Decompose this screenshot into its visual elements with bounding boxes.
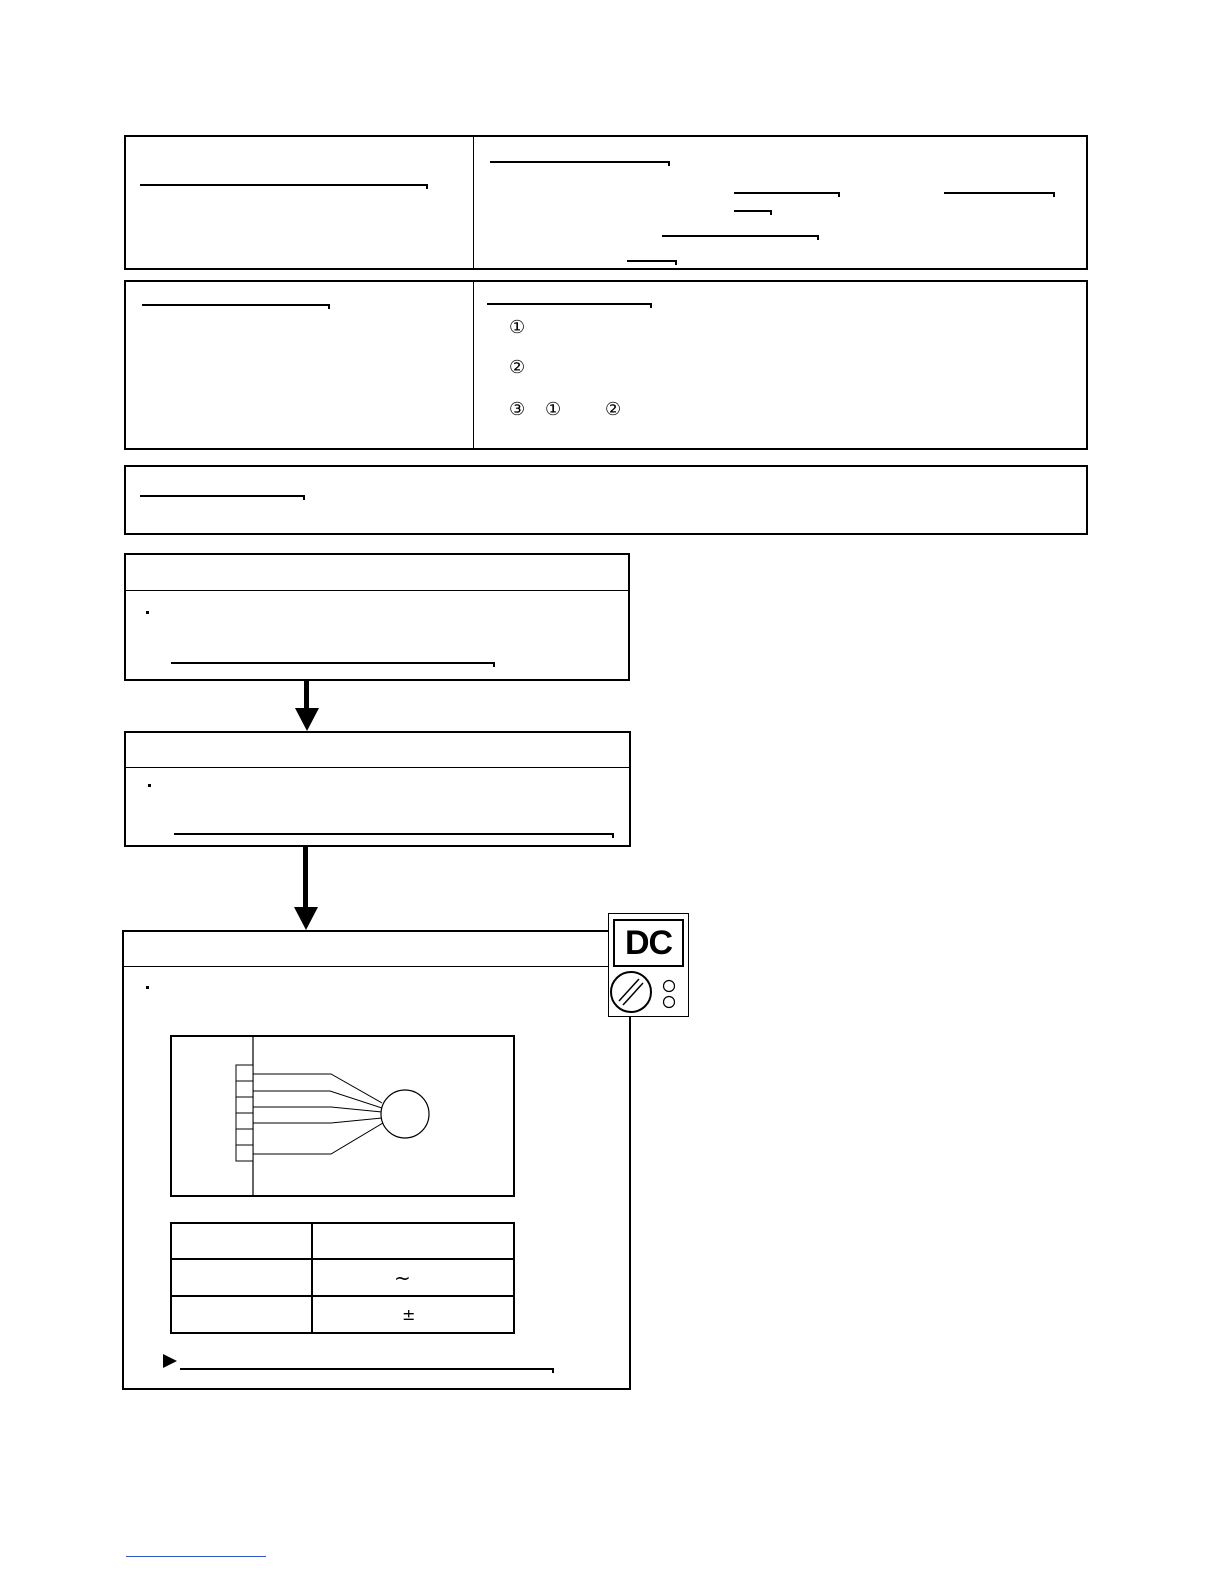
motor-circle xyxy=(381,1090,429,1138)
underlined-heading xyxy=(142,304,328,306)
table-cell-tolerance-symbol: ± xyxy=(402,1305,416,1324)
step-marker-2: ② xyxy=(509,357,526,378)
dc-label: DC xyxy=(624,924,673,962)
panel-divider xyxy=(473,137,474,268)
panel-divider xyxy=(473,282,474,448)
info-panel-steps xyxy=(124,280,1088,450)
table-cell-range-symbol: ~ xyxy=(394,1266,411,1290)
connector-wiring-diagram xyxy=(170,1035,516,1199)
underlined-term xyxy=(734,192,838,194)
bullet xyxy=(146,986,149,989)
multimeter-dc-icon xyxy=(608,913,689,1017)
triangle-right-icon xyxy=(162,1353,178,1369)
underlined-term xyxy=(662,235,817,237)
underlined-heading xyxy=(487,303,650,305)
step-marker-1: ① xyxy=(509,317,526,338)
arrow-down-icon xyxy=(293,681,321,733)
flow-step-1 xyxy=(124,553,630,681)
underlined-term xyxy=(627,260,675,262)
meter-dial-icon xyxy=(610,972,688,1016)
underlined-heading xyxy=(140,495,303,497)
step-ref-2: ② xyxy=(605,399,622,420)
underlined-term xyxy=(944,192,1053,194)
underlined-text xyxy=(180,1368,552,1370)
connector-pins xyxy=(236,1065,253,1161)
underlined-heading xyxy=(490,161,668,163)
arrow-down-icon xyxy=(292,847,320,932)
voltage-table-grid xyxy=(170,1222,516,1335)
bullet xyxy=(146,611,149,614)
step-header-divider xyxy=(126,590,628,591)
step-marker-3: ③ xyxy=(509,399,526,420)
step-header-divider xyxy=(126,767,629,768)
underlined-text xyxy=(174,833,612,835)
underlined-text xyxy=(171,662,493,664)
flow-step-3 xyxy=(122,930,631,1390)
info-panel-top xyxy=(124,135,1088,270)
info-panel-note xyxy=(124,465,1088,535)
underlined-heading xyxy=(140,184,426,186)
underlined-term xyxy=(734,210,770,212)
step-ref-1: ① xyxy=(545,399,562,420)
bullet xyxy=(148,784,151,787)
footer-link-underline[interactable] xyxy=(126,1556,266,1557)
flow-step-2 xyxy=(124,731,631,847)
dc-display xyxy=(613,919,684,967)
step-header-divider xyxy=(124,966,610,967)
